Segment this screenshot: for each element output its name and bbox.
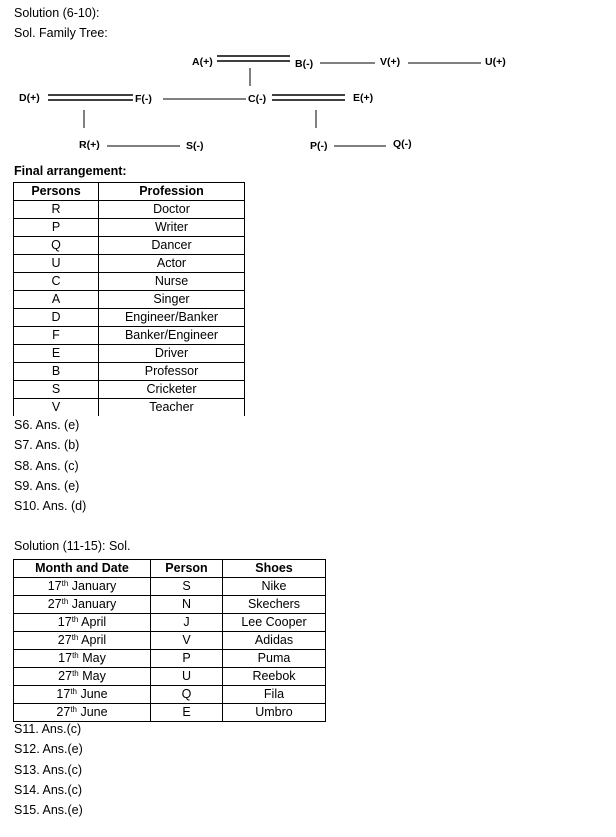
day-number: 17 bbox=[57, 615, 72, 629]
solution-6-10-heading: Solution (6-10): bbox=[14, 6, 100, 20]
person-cell: C bbox=[14, 273, 99, 291]
month-name: April bbox=[81, 633, 107, 647]
table-row bbox=[14, 201, 245, 219]
node-s: S(-) bbox=[186, 140, 204, 152]
table-row bbox=[14, 219, 245, 237]
person-cell: S bbox=[151, 578, 223, 596]
date-cell bbox=[14, 650, 151, 668]
month-name: June bbox=[80, 705, 108, 719]
table-row bbox=[14, 273, 245, 291]
person-cell: V bbox=[14, 399, 99, 417]
person-cell: E bbox=[14, 345, 99, 363]
day-suffix: th bbox=[61, 579, 69, 588]
profession-table bbox=[13, 182, 245, 416]
table-row bbox=[14, 291, 245, 309]
day-suffix: th bbox=[72, 669, 79, 678]
answer-line: S14. Ans.(c) bbox=[14, 782, 83, 797]
person-cell: A bbox=[14, 291, 99, 309]
profession-cell: Driver bbox=[99, 345, 245, 363]
person-cell: R bbox=[14, 201, 99, 219]
person-cell: D bbox=[14, 309, 99, 327]
shoes-cell: Fila bbox=[223, 686, 326, 704]
date-cell bbox=[14, 596, 151, 614]
profession-cell: Engineer/Banker bbox=[99, 309, 245, 327]
person-cell: F bbox=[14, 327, 99, 345]
answer-line: S7. Ans. (b) bbox=[14, 438, 80, 453]
final-arrangement-title: Final arrangement: bbox=[14, 164, 127, 178]
node-a: A(+) bbox=[192, 56, 213, 68]
family-tree-diagram bbox=[0, 0, 616, 165]
month-name: April bbox=[81, 615, 107, 629]
day-suffix: th bbox=[71, 633, 79, 642]
table-row bbox=[14, 578, 326, 596]
answer-line: S11. Ans.(c) bbox=[14, 722, 82, 736]
day-number: 27 bbox=[56, 705, 71, 719]
person-cell: U bbox=[14, 255, 99, 273]
day-suffix: th bbox=[61, 597, 69, 606]
day-number: 17 bbox=[47, 579, 62, 593]
shoes-table bbox=[13, 559, 326, 722]
profession-cell: Actor bbox=[99, 255, 245, 273]
person-cell: U bbox=[151, 668, 223, 686]
day-number: 17 bbox=[56, 687, 71, 701]
answer-line: S10. Ans. (d) bbox=[14, 499, 87, 514]
date-cell bbox=[14, 686, 151, 704]
table-row bbox=[14, 309, 245, 327]
shoes-cell: Nike bbox=[223, 578, 326, 596]
person-cell: V bbox=[151, 632, 223, 650]
person-cell: S bbox=[14, 381, 99, 399]
table-row bbox=[14, 650, 326, 668]
table-row bbox=[14, 381, 245, 399]
day-suffix: th bbox=[70, 687, 77, 696]
table-row bbox=[14, 668, 326, 686]
person-cell: B bbox=[14, 363, 99, 381]
answer-line: S15. Ans.(e) bbox=[14, 803, 83, 818]
person-cell: J bbox=[151, 614, 223, 632]
day-number: 27 bbox=[57, 633, 72, 647]
day-suffix: th bbox=[70, 705, 77, 714]
day-number: 27 bbox=[47, 597, 62, 611]
table-row bbox=[14, 327, 245, 345]
answer-line: S9. Ans. (e) bbox=[14, 478, 80, 493]
person-cell: P bbox=[151, 650, 223, 668]
node-b: B(-) bbox=[295, 58, 314, 70]
family-tree-heading: Sol. Family Tree: bbox=[14, 26, 108, 40]
table-row bbox=[14, 399, 245, 417]
date-cell bbox=[14, 632, 151, 650]
profession-cell: Nurse bbox=[99, 273, 245, 291]
table-row bbox=[14, 632, 326, 650]
month-name: January bbox=[71, 597, 117, 611]
profession-cell: Doctor bbox=[99, 201, 245, 219]
shoes-cell: Lee Cooper bbox=[223, 614, 326, 632]
day-suffix: th bbox=[72, 651, 79, 660]
table-row bbox=[14, 345, 245, 363]
node-d: D(+) bbox=[19, 92, 40, 104]
month-name: June bbox=[80, 687, 108, 701]
answer-line: S12. Ans.(e) bbox=[14, 742, 83, 757]
table-row bbox=[14, 237, 245, 255]
date-cell bbox=[14, 578, 151, 596]
shoes-cell: Skechers bbox=[223, 596, 326, 614]
table-header-row bbox=[14, 560, 326, 578]
person-cell: E bbox=[151, 704, 223, 722]
person-cell: Q bbox=[151, 686, 223, 704]
node-v: V(+) bbox=[380, 56, 401, 68]
shoes-cell: Umbro bbox=[223, 704, 326, 722]
answer-line: S6. Ans. (e) bbox=[14, 418, 80, 432]
table-row bbox=[14, 614, 326, 632]
solution-11-15-heading: Solution (11-15): Sol. bbox=[14, 539, 131, 553]
table-row bbox=[14, 255, 245, 273]
column-header-shoes: Shoes bbox=[223, 560, 326, 578]
shoes-cell: Reebok bbox=[223, 668, 326, 686]
shoes-cell: Adidas bbox=[223, 632, 326, 650]
table-header-row bbox=[14, 183, 245, 201]
table-row bbox=[14, 704, 326, 722]
column-header-person: Person bbox=[151, 560, 223, 578]
day-number: 27 bbox=[58, 669, 73, 683]
day-number: 17 bbox=[58, 651, 73, 665]
column-header-profession: Profession bbox=[99, 183, 245, 201]
table-row bbox=[14, 363, 245, 381]
profession-cell: Dancer bbox=[99, 237, 245, 255]
shoes-cell: Puma bbox=[223, 650, 326, 668]
day-suffix: th bbox=[71, 615, 79, 624]
profession-cell: Banker/Engineer bbox=[99, 327, 245, 345]
answer-line: S8. Ans. (c) bbox=[14, 458, 79, 473]
node-r: R(+) bbox=[79, 139, 100, 151]
node-p: P(-) bbox=[310, 140, 328, 152]
answer-line: S13. Ans.(c) bbox=[14, 762, 83, 777]
table-row bbox=[14, 596, 326, 614]
person-cell: P bbox=[14, 219, 99, 237]
profession-cell: Cricketer bbox=[99, 381, 245, 399]
profession-cell: Writer bbox=[99, 219, 245, 237]
month-name: January bbox=[71, 579, 117, 593]
node-u: U(+) bbox=[485, 56, 506, 68]
node-e: E(+) bbox=[353, 92, 374, 104]
profession-cell: Singer bbox=[99, 291, 245, 309]
column-header-persons: Persons bbox=[14, 183, 99, 201]
date-cell bbox=[14, 704, 151, 722]
profession-cell: Professor bbox=[99, 363, 245, 381]
node-f: F(-) bbox=[135, 93, 152, 105]
table-row bbox=[14, 686, 326, 704]
node-q: Q(-) bbox=[393, 138, 412, 150]
month-name: May bbox=[82, 651, 106, 665]
person-cell: N bbox=[151, 596, 223, 614]
date-cell bbox=[14, 668, 151, 686]
date-cell bbox=[14, 614, 151, 632]
column-header-month-date: Month and Date bbox=[14, 560, 151, 578]
profession-cell: Teacher bbox=[99, 399, 245, 417]
person-cell: Q bbox=[14, 237, 99, 255]
month-name: May bbox=[82, 669, 106, 683]
node-c: C(-) bbox=[248, 93, 267, 105]
